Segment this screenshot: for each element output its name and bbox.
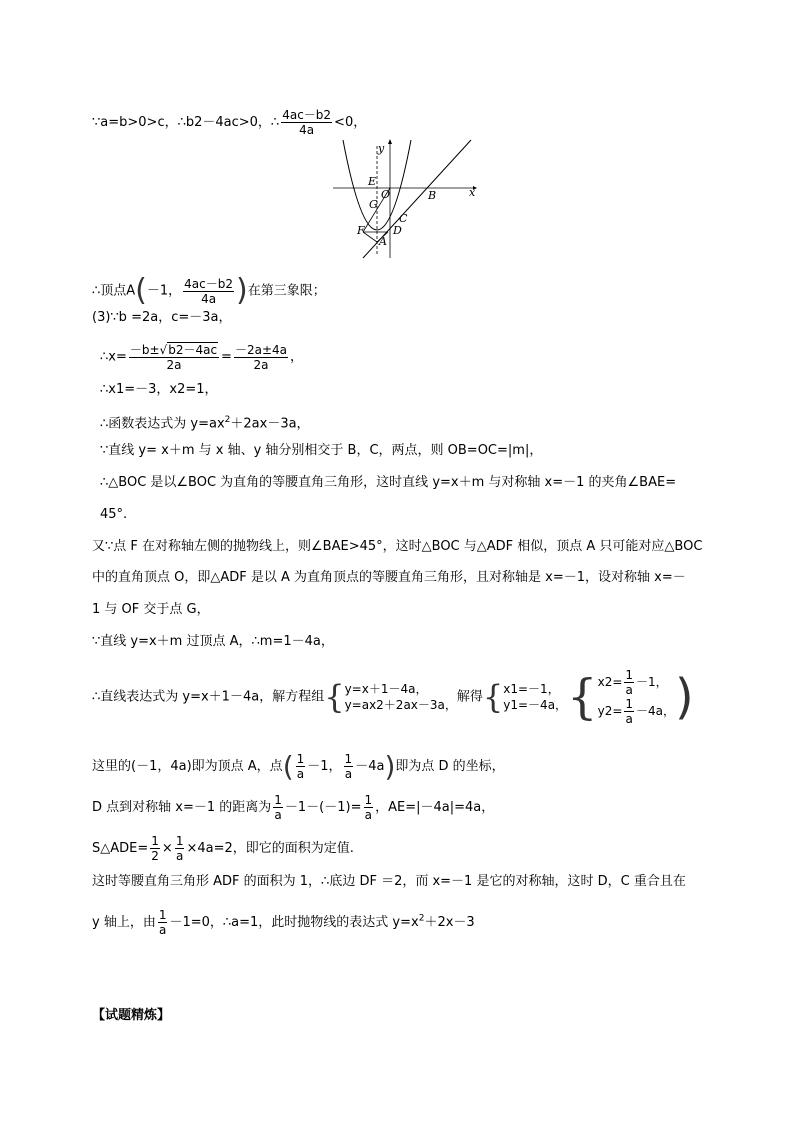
fraction: $\frac{4ac-b2}{4a}$ xyxy=(282,108,332,137)
text-line-17: S△ADE= $\frac{1}{2}$ × $\frac{1}{a}$ ×4a=2，即它的面积为定值. xyxy=(92,834,354,863)
fraction: $\frac{-2a\pm 4a}{2a}$ xyxy=(234,342,287,372)
label-c: C xyxy=(399,212,408,225)
text-line-15: 这里的(－1，4a)即为顶点 A，点( $\frac{1}{a}$ －1， $\frac{1}{a}$ －4a)即为点 D 的坐标， xyxy=(92,749,505,783)
text-line-6: ∴函数表达式为 $y=ax^2+2ax-3a$， xyxy=(100,415,310,432)
y-axis-arrow xyxy=(388,139,392,144)
text-line-1: ∵a=b>0>c，∴b2－4ac>0，∴ $\frac{4ac-b2}{4a}$ <0， xyxy=(92,108,367,137)
text-line-4: ∴x= $\frac{-b\pm√b2-4ac}{2a}$ = $\frac{-2a\pm 4a}{2a}$ ， xyxy=(100,342,304,372)
text-line-16: D 点到对称轴 x=－1 的距离为 $\frac{1}{a}$ －1－(－1)= $\frac{1}{a}$ ，AE=|－4a|=4a， xyxy=(92,793,495,822)
label-g: G xyxy=(369,198,378,211)
label-o: O xyxy=(381,188,391,201)
segment-fa xyxy=(363,232,377,242)
solution-system-1: x1=－1， y1=－4a， xyxy=(503,682,568,712)
text-line-13: ∵直线 y=x＋m 过顶点 A，∴m=1－4a， xyxy=(92,634,334,649)
label-e: E xyxy=(368,175,377,188)
label-y: y xyxy=(378,142,385,155)
text-line-19: y 轴上，由 $\frac{1}{a}$ －1=0，∴a=1，此时抛物线的表达式 $y=x^2+2x-3$ xyxy=(92,908,475,937)
text-line-3: (3)∵b =2a，c=－3a， xyxy=(92,310,232,325)
parabola-figure xyxy=(333,138,478,260)
label-d: D xyxy=(393,224,402,237)
text-line-18: 这时等腰直角三角形 ADF 的面积为 1，∴底边 DF ＝2，而 x=－1 是它的对称轴，这时 D，C 重合且在 xyxy=(92,874,686,889)
fraction: $\frac{4ac-b2}{4a}$ xyxy=(184,276,234,306)
label-f: F xyxy=(357,224,365,237)
label-a: A xyxy=(379,235,387,248)
text-line-7: ∵直线 y= x＋m 与 x 轴、y 轴分别相交于 B，C，两点，则 OB=OC=|m|， xyxy=(100,443,543,458)
text-line-11: 中的直角顶点 O，即△ADF 是以 A 为直角顶点的等腰直角三角形，且对称轴是 x=－1，设对称轴 x=－ xyxy=(92,570,686,585)
equation-system: y=x＋1－4a， y=ax2＋2ax－3a， xyxy=(344,682,457,712)
text-line-5: ∴x1=－3，x2=1， xyxy=(100,382,218,397)
label-b: B xyxy=(428,189,437,202)
text-line-2: ∴顶点A(－1， $\frac{4ac-b2}{4a}$ )在第三象限； xyxy=(92,273,326,308)
text-line-9: 45°. xyxy=(100,507,128,522)
label-x: x xyxy=(469,186,476,199)
section-title: 【试题精炼】 xyxy=(92,1008,171,1023)
solution-system-2: x2= $\frac{1}{a}$ －1， y2= $\frac{1}{a}$ －4a， xyxy=(597,668,676,726)
fraction: $\frac{-b\pm√b2-4ac}{2a}$ xyxy=(129,343,218,372)
text-line-8: ∴△BOC 是以∠BOC 为直角的等腰直角三角形，这时直线 y=x＋m 与对称轴 x=－1 的夹角∠BAE= xyxy=(100,475,677,490)
text-line-14: ∴直线表达式为 y=x＋1－4a，解方程组{ y=x＋1－4a， y=ax2＋2ax－3a， 解得{ x1=－1， y1=－4a， { x2= $\frac{1}{a}$ －1， y2= $\frac{1}{a}$ －4a， ) xyxy=(92,668,694,726)
text-line-10: 又∵点 F 在对称轴左侧的抛物线上，则∠BAE>45°，这时△BOC 与△ADF 相似，顶点 A 只可能对应△BOC xyxy=(92,539,703,554)
text-line-12: 1 与 OF 交于点 G， xyxy=(92,602,210,617)
